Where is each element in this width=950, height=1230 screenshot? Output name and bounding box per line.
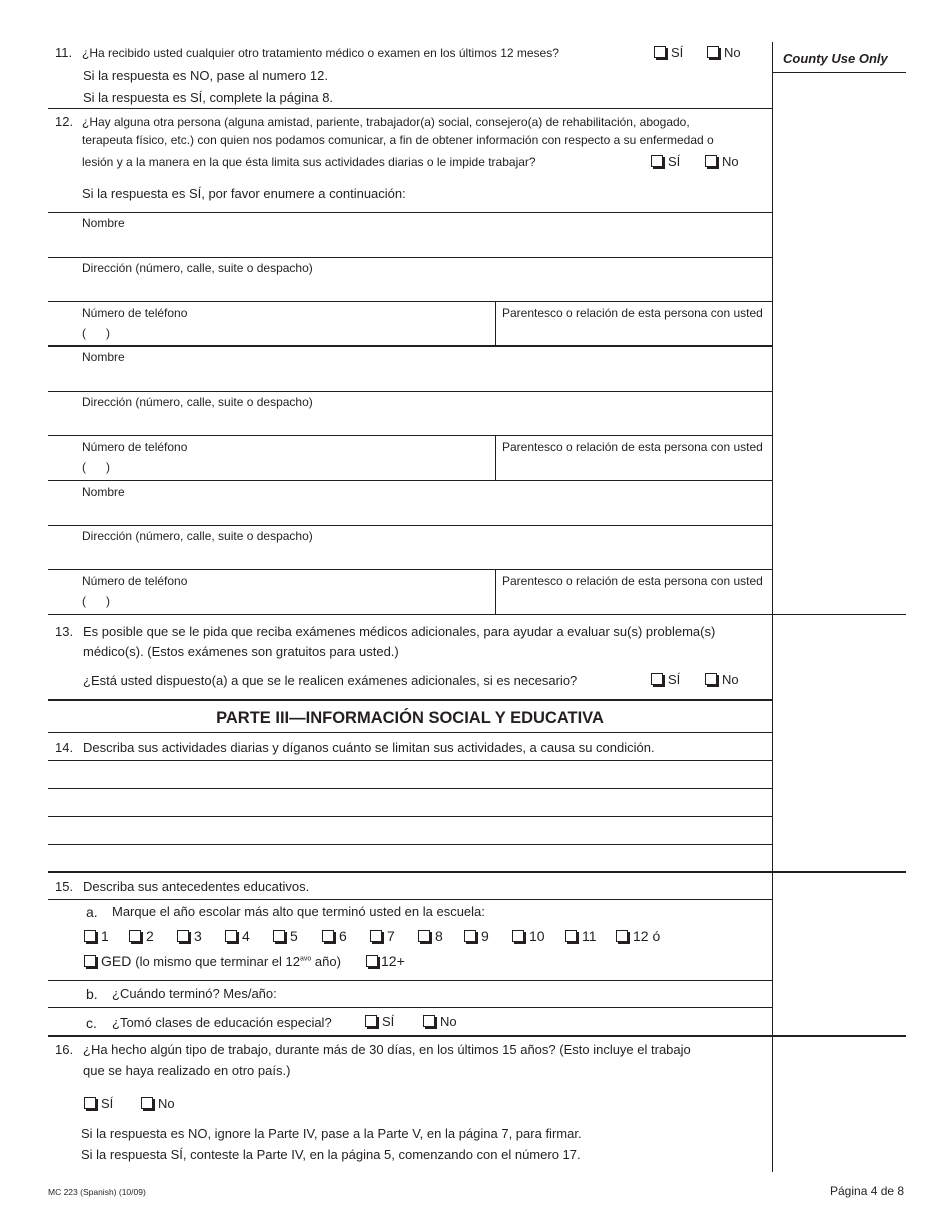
checkbox-icon[interactable] [84,955,96,967]
contact3-name-label: Nombre [82,485,125,499]
contact1-name-label: Nombre [82,216,125,230]
q15c-no-option[interactable]: No [423,1013,457,1029]
county-column-divider [772,42,773,1172]
q11-number: 11. [55,45,73,60]
q13-yes-option[interactable]: SÍ [651,671,680,687]
checkbox-icon[interactable] [651,155,663,167]
divider [48,108,772,109]
q13-text-line2: médico(s). (Estos exámenes son gratuitos para usted.) [83,644,399,659]
contact2-name-label: Nombre [82,350,125,364]
grade-10-option[interactable]: 10 [512,928,545,944]
grade-4-option[interactable]: 4 [225,928,250,944]
grade-12-plus-option[interactable]: 12+ [366,953,405,969]
divider [48,212,772,213]
divider [48,699,772,701]
divider [48,257,772,258]
q15b-text: ¿Cuándo terminó? Mes/año: [112,986,277,1001]
contact3-relation-label: Parentesco o relación de esta persona con usted [502,574,763,588]
checkbox-icon[interactable] [705,155,717,167]
q15b-letter: b. [86,986,98,1002]
q15a-letter: a. [86,904,98,920]
grade-11-option[interactable]: 11 [565,928,597,944]
grade-3-option[interactable]: 3 [177,928,202,944]
grade-5-option[interactable]: 5 [273,928,298,944]
contact2-relation-label: Parentesco o relación de esta persona con usted [502,440,763,454]
divider [48,435,772,436]
grade-6-option[interactable]: 6 [322,928,347,944]
county-header-rule [772,72,906,73]
checkbox-icon[interactable] [84,1097,96,1109]
form-id: MC 223 (Spanish) (10/09) [48,1187,146,1197]
divider [495,301,496,346]
contact1-address-label: Dirección (número, calle, suite o despacho) [82,261,313,275]
page-number: Página 4 de 8 [830,1184,905,1198]
checkbox-icon[interactable] [84,930,96,942]
contact2-address-label: Dirección (número, calle, suite o despacho) [82,395,313,409]
q13-text-line1: Es posible que se le pida que reciba exámenes médicos adicionales, para ayudar a evaluar su(s) problema(s) [83,624,716,639]
contact1-address-field[interactable] [50,276,770,300]
contact2-address-field[interactable] [50,410,770,434]
q12-yes-option[interactable]: SÍ [651,153,680,169]
checkbox-icon[interactable] [707,46,719,58]
q16-no-option[interactable]: No [141,1095,175,1111]
q12-question-line1: ¿Hay alguna otra persona (alguna amistad, pariente, trabajador(a) social, consejero(a) de rehabilitación, abogado, [82,115,690,129]
q16-text-line2: que se haya realizado en otro país.) [83,1063,291,1078]
contact2-name-field[interactable] [50,365,770,390]
contact1-relation-label: Parentesco o relación de esta persona con usted [502,306,763,320]
q15c-yes-option[interactable]: SÍ [365,1013,394,1029]
contact1-phone-field[interactable]: ( ) [82,326,110,340]
checkbox-icon[interactable] [322,930,334,942]
contact2-phone-label: Número de teléfono [82,440,188,454]
county-use-only-label: County Use Only [783,51,888,66]
checkbox-icon[interactable] [370,930,382,942]
divider [48,525,772,526]
divider [48,569,772,570]
ged-note: (lo mismo que terminar el $12^{avo}$ año) [135,954,341,969]
q15b-date-field[interactable] [300,984,768,1004]
q12-question-line2: terapeuta físico, etc.) con quien nos podamos comunicar, a fin de obtener información con respecto a su enfermedad o [82,133,714,147]
divider [48,980,772,981]
q16-yes-option[interactable]: SÍ [84,1095,113,1111]
contact2-relation-field[interactable] [498,456,770,478]
ged-option[interactable]: GED (lo mismo que terminar el $12^{avo}$ año) [84,953,341,969]
q11-no-option[interactable]: No [707,44,741,60]
divider [48,899,772,900]
divider [48,391,772,392]
q11-instruction-yes: Si la respuesta es SÍ, complete la página 8. [83,90,334,105]
q15c-letter: c. [86,1015,97,1031]
checkbox-icon[interactable] [423,1015,435,1027]
q13-no-option[interactable]: No [705,671,739,687]
contact1-phone-label: Número de teléfono [82,306,188,320]
checkbox-icon[interactable] [464,930,476,942]
section-rule [48,871,906,873]
divider [48,1007,772,1008]
contact3-phone-field[interactable]: ( ) [82,594,110,608]
grade-12-option[interactable]: 12 ó [616,928,660,944]
grade-8-option[interactable]: 8 [418,928,443,944]
contact3-address-field[interactable] [50,544,770,568]
grade-7-option[interactable]: 7 [370,928,395,944]
q15a-text: Marque el año escolar más alto que terminó usted en la escuela: [112,904,485,919]
divider [48,480,772,481]
section-rule [48,614,906,615]
checkbox-icon[interactable] [177,930,189,942]
checkbox-icon[interactable] [129,930,141,942]
divider [48,732,772,733]
contact3-relation-field[interactable] [498,590,770,612]
divider [48,345,772,347]
answer-line [48,760,772,761]
checkbox-icon[interactable] [512,930,524,942]
q16-instruction-no: Si la respuesta es NO, ignore la Parte IV, pase a la Parte V, en la página 7, para firmar. [81,1126,582,1141]
q12-number: 12. [55,114,74,129]
part3-title: PARTE III—INFORMACIÓN SOCIAL Y EDUCATIVA [216,709,604,727]
section-rule [48,1035,906,1037]
contact3-phone-label: Número de teléfono [82,574,188,588]
divider [495,435,496,480]
q14-text: Describa sus actividades diarias y díganos cuánto se limitan sus actividades, a causa su condición. [83,740,655,755]
checkbox-icon[interactable] [705,673,717,685]
q11-question: ¿Ha recibido usted cualquier otro tratamiento médico o examen en los últimos 12 meses? [82,46,559,60]
q12-question-line3: lesión y a la manera en la que ésta limita sus actividades diarias o le impide trabajar? [82,155,536,169]
contact3-address-label: Dirección (número, calle, suite o despacho) [82,529,313,543]
grade-9-option[interactable]: 9 [464,928,489,944]
q12-no-option[interactable]: No [705,153,739,169]
checkbox-icon[interactable] [418,930,430,942]
answer-line [48,844,772,845]
checkbox-icon[interactable] [616,930,628,942]
contact1-name-field[interactable] [50,230,770,256]
q15-number: 15. [55,879,74,894]
q16-number: 16. [55,1042,74,1057]
q11-instruction-no: Si la respuesta es NO, pase al numero 12. [83,68,328,83]
q11-yes-option[interactable]: SÍ [654,44,683,60]
q15c-text: ¿Tomó clases de educación especial? [112,1015,332,1030]
checkbox-icon[interactable] [651,673,663,685]
q16-instruction-yes: Si la respuesta SÍ, conteste la Parte IV, en la página 5, comenzando con el número 17. [81,1147,581,1162]
grade-2-option[interactable]: 2 [129,928,154,944]
q16-text-line1: ¿Ha hecho algún tipo de trabajo, durante más de 30 días, en los últimos 15 años? (Esto incluye el trabajo [83,1042,691,1057]
divider [495,569,496,614]
q13-question: ¿Está usted dispuesto(a) a que se le realicen exámenes adicionales, si es necesario? [83,673,578,688]
checkbox-icon[interactable] [141,1097,153,1109]
q14-number: 14. [55,740,74,755]
q15-text: Describa sus antecedentes educativos. [83,879,310,894]
contact3-name-field[interactable] [50,500,770,524]
q12-list-prompt: Si la respuesta es SÍ, por favor enumere a continuación: [82,186,406,201]
answer-line [48,788,772,789]
grade-1-option[interactable]: 1 [84,928,109,944]
contact1-relation-field[interactable] [498,322,770,344]
checkbox-icon[interactable] [366,955,378,967]
answer-line [48,816,772,817]
checkbox-icon[interactable] [225,930,237,942]
checkbox-icon[interactable] [565,930,577,942]
checkbox-icon[interactable] [273,930,285,942]
q13-number: 13. [55,624,74,639]
divider [48,301,772,302]
contact2-phone-field[interactable]: ( ) [82,460,110,474]
checkbox-icon[interactable] [654,46,666,58]
checkbox-icon[interactable] [365,1015,377,1027]
